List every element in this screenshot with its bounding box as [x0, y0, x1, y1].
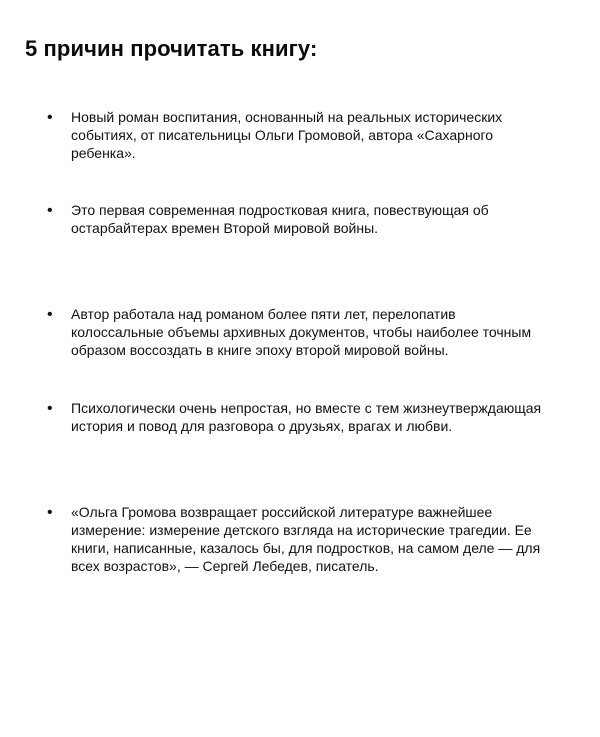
reason-line: образом воссоздать в книге эпоху второй мировой войны. [71, 342, 449, 358]
reason-text [71, 201, 489, 237]
reason-line: Новый роман воспитания, основанный на реальных исторических [71, 109, 503, 125]
bullet-icon [47, 305, 71, 324]
bullet-icon [47, 201, 71, 220]
reason-item-3 [47, 305, 577, 359]
reason-line: книги, написанные, казалось бы, для подростков, на самом деле — для [71, 540, 541, 556]
reason-item-4 [47, 399, 577, 435]
reason-text [71, 108, 502, 162]
reason-line: колоссальные объемы архивных документов, чтобы наиболее точным [71, 324, 532, 340]
reason-text [71, 503, 540, 575]
reason-line: событиях, от писательницы Ольги Громовой, автора «Сахарного [71, 127, 494, 143]
reason-line: остарбайтерах времен Второй мировой войны. [71, 220, 379, 236]
bullet-icon [47, 503, 71, 522]
bullet-icon [47, 399, 71, 418]
reason-line: история и повод для разговора о друзьях, врагах и любви. [71, 418, 453, 434]
bullet-icon [47, 108, 71, 127]
reason-line: ребенка». [71, 145, 136, 161]
reason-line: Психологически очень непростая, но вместе с тем жизнеутверждающая [71, 400, 542, 416]
reason-line: «Ольга Громова возвращает российской литературе важнейшее [71, 504, 493, 520]
reason-line: Автор работала над романом более пяти лет, перелопатив [71, 306, 456, 322]
page-title: 5 причин прочитать книгу: [25, 36, 318, 61]
reason-item-1 [47, 108, 577, 162]
reason-line: Это первая современная подростковая книга, повествующая об [71, 202, 489, 218]
reason-text [71, 305, 531, 359]
reason-item-2 [47, 201, 577, 237]
reason-line: всех возрастов», — Сергей Лебедев, писатель. [71, 558, 379, 574]
reason-item-5 [47, 503, 577, 575]
reason-line: измерение: измерение детского взгляда на исторические трагедии. Ее [71, 522, 532, 538]
reason-text [71, 399, 541, 435]
